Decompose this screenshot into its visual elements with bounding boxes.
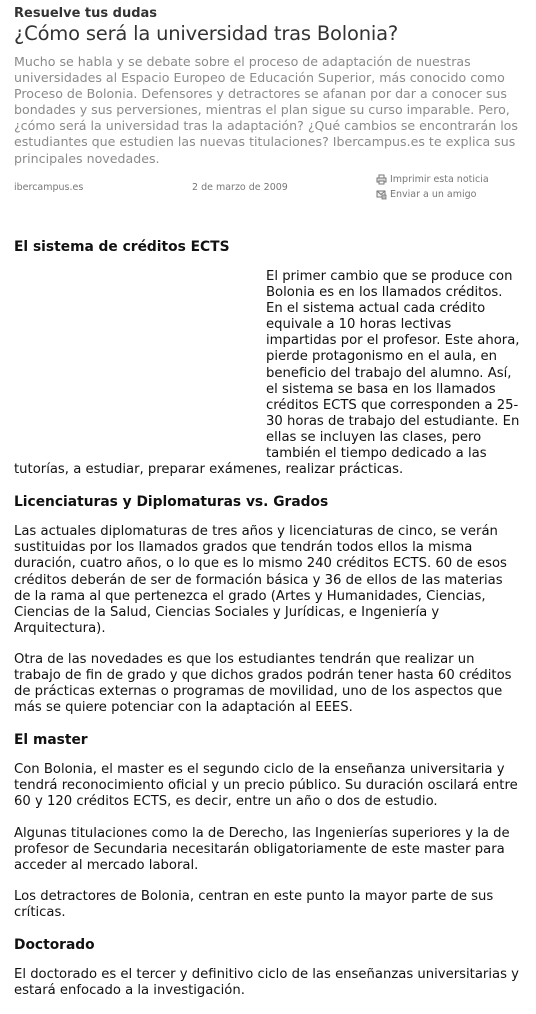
print-label: Imprimir esta noticia (390, 174, 489, 185)
article-tools (376, 172, 489, 202)
article-lead: Mucho se habla y se debate sobre el proceso de adaptación de nuestras universidades al Espacio Europeo de Educación Superior, más conocido como Proceso de Bolonia. Defensores y detractores se afanan por dar a conocer sus bondades y sus perversiones, mientras el plan sigue su curso imparable. Pero, ¿cómo será la universidad tras la adaptación? ¿Qué cambios se encontrarán los estudiantes que estudien las nuevas titulaciones? Ibercampus.es te explica sus principales novedades. (14, 54, 518, 166)
printer-icon (376, 174, 387, 185)
paragraph-ects-1: El primer cambio que se produce con Bolonia es en los llamados créditos. En el sistema actual cada crédito equivale a 10 horas lectivas impartidas por el profesor. Este ahora, pierde protagonismo en el aula, en beneficio del trabajo del alumno. Así, el sistema se basa en los llamados créditos ECTS que corresponden a 25-30 horas de trabajo del estudiante. En ellas se incluyen las clases, pero también el tiempo dedicado a las tutorías, a estudiar, preparar exámenes, realizar prácticas. (14, 269, 520, 478)
paragraph-grados-1: Las actuales diplomaturas de tres años y licenciaturas de cinco, se verán sustituidas por los llamados grados que tendrán todos ellos la misma duración, cuatro años, o lo que es lo mismo 240 créditos ECTS. 60 de esos créditos deberán de ser de formación básica y 36 de ellos de las materias de la rama al que pertenezca el grado (Artes y Humanidades, Ciencias, Ciencias de la Salud, Ciencias Sociales y Jurídicas, e Ingeniería y Arquitectura). (14, 524, 507, 636)
section-heading-master: El master (14, 732, 88, 749)
send-label: Enviar a un amigo (390, 189, 477, 200)
article-date: 2 de marzo de 2009 (192, 182, 288, 193)
envelope-icon (376, 189, 387, 200)
image-placeholder (14, 269, 260, 447)
paragraph-master-1: Con Bolonia, el master es el segundo ciclo de la enseñanza universitaria y tendrá reconocimiento oficial y un precio público. Su duración oscilará entre 60 y 120 créditos ECTS, es decir, entre un año o dos de estudio. (14, 762, 518, 810)
send-to-friend-link[interactable] (376, 187, 489, 202)
print-link[interactable] (376, 172, 489, 187)
article-source: ibercampus.es (14, 182, 84, 193)
paragraph-master-3: Los detractores de Bolonia, centran en este punto la mayor parte de sus críticas. (14, 888, 494, 920)
paragraph-doctorado-1: El doctorado es el tercer y definitivo ciclo de las enseñanzas universitarias y estará enfocado a la investigación. (14, 967, 519, 999)
paragraph-grados-2: Otra de las novedades es que los estudiantes tendrán que realizar un trabajo de fin de grado y que dichos grados podrán tener hasta 60 créditos de prácticas externas o programas de movilidad, uno de los aspectos que más se quiere potenciar con la adaptación al EEES. (14, 651, 512, 716)
section-heading-ects: El sistema de créditos ECTS (14, 239, 230, 255)
section-heading-doctorado: Doctorado (14, 937, 95, 953)
article-title: ¿Cómo será la universidad tras Bolonia? (14, 22, 398, 45)
section-heading-grados: Licenciaturas y Diplomaturas vs. Grados (14, 494, 329, 511)
paragraph-master-2: Algunas titulaciones como la de Derecho, las Ingenierías superiores y la de profesor de Secundaria necesitarán obligatoriamente de este master para acceder al mercado laboral. (14, 825, 510, 873)
article-body (14, 238, 522, 1014)
article-kicker: Resuelve tus dudas (14, 6, 158, 21)
